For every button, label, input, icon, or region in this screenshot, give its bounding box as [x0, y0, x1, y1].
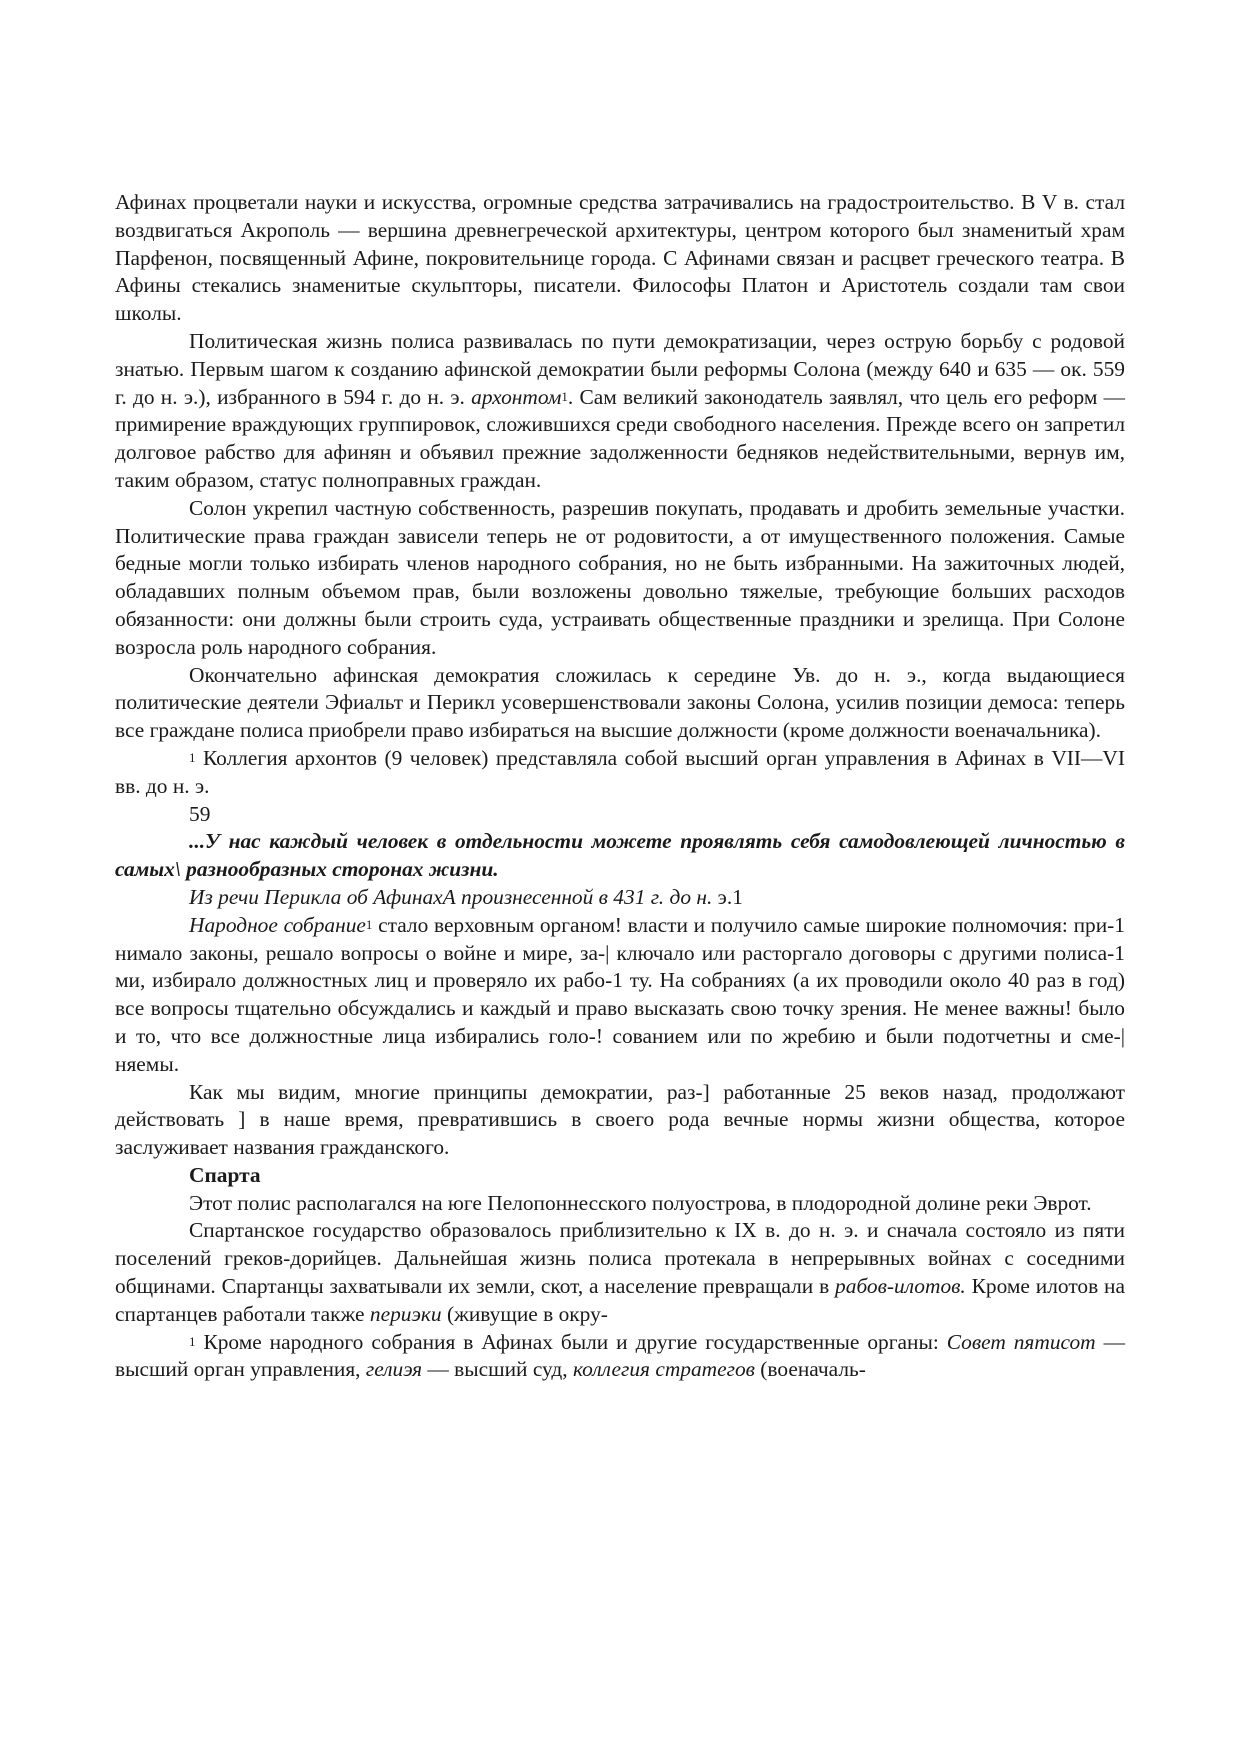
- text-run: Спартанское государство образовалось приблизительно к IX в. до н. э. и сначала состояло из пяти поселений греков-дорийцев. Дальнейшая жизнь полиса протекала в непрерывных войнах с соседними общинами. Спартанцы захватывали их земли, скот, а население превращали в: [115, 1218, 1125, 1299]
- quote-source: [115, 884, 1125, 912]
- text-run: стало верховным органом! власти и получило самые широкие полномочия: при-1 нимало законы, решало вопросы о войне и мире, за-| ключало или расторгало договоры с другими полиса-1 ми, избирало должностных лиц и проверяло их рабо-1 ту. На собраниях (а их проводили около 40 раз в год) все вопросы тщательно обсуждались и каждый и право высказать свою точку зрения. Не менее важны! было и то, что все должностные лица избирались голо-! сованием или по жребию и были подотчетны и сме-| няемы.: [115, 912, 1125, 1076]
- text-run: Кроме илотов на спартанцев работали также: [115, 1274, 1125, 1326]
- term-heliaia: гелиэя: [365, 1357, 423, 1382]
- text-run: Кроме народного собрания в Афинах были и другие государственные органы:: [195, 1329, 947, 1354]
- term-helots: рабов-илотов.: [835, 1274, 966, 1299]
- page-number: 59: [189, 801, 211, 826]
- paragraph-democracy-final: Окончательно афинская демократия сложилась к середине Ув. до н. э., когда выдающиеся политические деятели Эфиальт и Перикл усовершенствовали законы Солона, усилив позиции демоса: теперь все граждане полиса приобрели право избираться на высшие должности (кроме должности военачальника).: [115, 662, 1125, 743]
- term-strategoi: коллегия стратегов: [572, 1357, 755, 1382]
- term-assembly: Народное собрание: [189, 912, 366, 937]
- paragraph-solon-property: Солон укрепил частную собственность, разрешив покупать, продавать и дробить земельные участки. Политические права граждан зависели теперь не от родовитости, а от имущественного положения. Самые бедные могли только избирать членов народного собрания, но не быть избранными. На зажиточных людей, обладавших полным объемом прав, были возложены довольно тяжелые, требующие больших расходов обязанности: они должны были строить суда, устраивать общественные праздники и зрелища. При Солоне возросла роль народного собрания.: [115, 495, 1125, 659]
- paragraph-sparta-location: Этот полис располагался на юге Пелопоннесского полуострова, в плодородной долине реки Эврот.: [189, 1190, 1092, 1215]
- pericles-quote: ...У нас каждый человек в отдельности можете проявлять себя самодовлеющей личностью в самых\ разнообразных сторонах жизни.: [115, 829, 1125, 882]
- footnote-marker: 1: [189, 1333, 196, 1349]
- text-run: (военачаль-: [754, 1357, 866, 1382]
- paragraph-sparta-state: [115, 1217, 1125, 1328]
- quote-source-tail: э.1: [712, 884, 743, 909]
- document-page: [115, 189, 1125, 1384]
- term-perioeci: периэки: [369, 1301, 442, 1326]
- footnote-marker: 1: [189, 749, 196, 765]
- text-run: — высший суд,: [422, 1357, 573, 1382]
- paragraph-solon-reforms: [115, 328, 1125, 495]
- footnote-marker: 1: [365, 916, 373, 932]
- section-heading-sparta: Спарта: [189, 1162, 261, 1187]
- paragraph-athens-culture: Афинах процветали науки и искусства, огромные средства затрачивались на градостроительство. В V в. стал воздвигаться Акрополь — вершина древнегреческой архитектуры, центром которого был знаменитый храм Парфенон, посвященный Афине, покровительнице города. С Афинами связан и расцвет греческого театра. В Афины стекались знаменитые скульпторы, писатели. Философы Платон и Аристотель создали там свои школы.: [115, 190, 1125, 326]
- paragraph-principles: Как мы видим, многие принципы демократии, раз-] работанные 25 веков назад, продолжают действовать ] в наше время, превратившись в своего рода вечные нормы жизни общества, которое заслуживает названия гражданского.: [115, 1079, 1125, 1160]
- footnote-athens-organs: [115, 1329, 1125, 1385]
- term-archon: архонтом: [471, 384, 562, 409]
- text-run: . Сам великий законодатель заявлял, что цель его реформ — примирение враждующих группировок, сложившихся среди свободного населения. Прежде всего он запретил долговое рабство для афинян и объявил прежние задолженности бедняков недействительными, вернув им, таким образом, статус полноправных граждан.: [115, 384, 1125, 492]
- term-council: Совет пятисот: [946, 1329, 1096, 1354]
- quote-source-text: Из речи Перикла об АфинахА произнесенной в 431 г. до н.: [189, 884, 713, 909]
- paragraph-assembly: [115, 912, 1125, 1079]
- footnote-archons: [115, 745, 1125, 801]
- footnote-text: Коллегия архонтов (9 человек) представляла собой высший орган управления в Афинах в VII—VI вв. до н. э.: [115, 745, 1125, 798]
- text-run: Политическая жизнь полиса развивалась по пути демократизации, через острую борьбу с родовой знатью. Первым шагом к созданию афинской демократии были реформы Солона (между 640 и 635 — ок. 559 г. до н. э.), избранного в 594 г. до н. э.: [115, 328, 1125, 409]
- footnote-marker: 1: [561, 388, 568, 404]
- text-run: — высший орган управления,: [115, 1329, 1125, 1382]
- text-run: (живущие в окру-: [441, 1301, 608, 1326]
